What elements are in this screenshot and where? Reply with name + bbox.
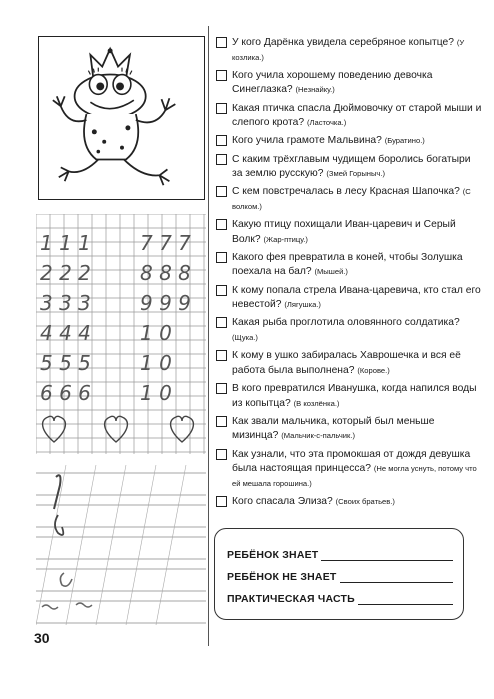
question-answer: (С волком.) [232, 187, 471, 211]
frog-drawing [39, 37, 204, 199]
practice-digits-left: 4 4 4 [40, 321, 91, 345]
question-answer: (В козлёнка.) [293, 398, 340, 408]
question-checkbox[interactable] [216, 285, 227, 296]
question-answer: (Ласточка.) [306, 118, 347, 128]
question-text: Кого учила хорошему поведению девочка Синеглазка? [232, 69, 433, 96]
column-divider [208, 26, 209, 646]
question-answer: (Щука.) [232, 333, 258, 343]
question-checkbox[interactable] [216, 154, 227, 165]
question-item [214, 251, 482, 280]
grid-svg [36, 214, 206, 454]
result-not-knows-row [227, 561, 453, 583]
result-practical-label: ПРАКТИЧЕСКАЯ ЧАСТЬ [227, 593, 355, 605]
question-answer: (Жар-птицу.) [263, 234, 308, 244]
question-text: У кого Дарёнка увидела серебряное копытце? [232, 37, 454, 48]
question-checkbox[interactable] [216, 103, 227, 114]
result-knows-line[interactable] [321, 550, 453, 561]
result-practical-line[interactable] [358, 594, 453, 605]
question-text: Какая птичка спасла Дюймовочку от старой мыши и слепого крота? [232, 102, 482, 129]
question-checkbox[interactable] [216, 416, 227, 427]
question-text: Кого учила грамоте Мальвина? [232, 135, 382, 147]
question-checkbox[interactable] [216, 496, 227, 507]
practice-digits-left: 6 6 6 [40, 381, 91, 405]
practice-digits-right: 1 0 [140, 351, 172, 375]
practice-digits-left: 5 5 5 [40, 351, 91, 375]
question-checkbox[interactable] [216, 383, 227, 394]
question-item [214, 102, 482, 131]
question-checklist [214, 36, 482, 513]
result-not-knows-line[interactable] [340, 572, 453, 583]
question-text: Какую птицу похищали Иван-царевич и Серый Волк? [232, 219, 456, 245]
question-text: В кого превратился Иванушка, когда напился воды из копытца? [232, 383, 477, 409]
result-knows-row [227, 539, 453, 561]
practice-digits-left: 3 3 3 [40, 291, 91, 315]
question-answer: (Корове.) [357, 365, 390, 375]
question-answer: (Буратино.) [384, 136, 425, 146]
question-item [214, 218, 482, 247]
question-item [214, 69, 482, 98]
result-practical-row [227, 583, 453, 605]
question-checkbox[interactable] [216, 219, 227, 230]
question-checkbox[interactable] [216, 252, 227, 263]
page-number: 30 [34, 630, 50, 646]
question-item [214, 134, 482, 149]
question-item [214, 153, 482, 182]
question-checkbox[interactable] [216, 186, 227, 197]
question-item [214, 349, 482, 378]
question-item [214, 36, 482, 65]
question-item [214, 448, 482, 492]
question-text: С кем повстречалась в лесу Красная Шапочка? [232, 186, 460, 198]
question-answer: (Лягушка.) [284, 300, 321, 310]
question-answer: (Своих братьев.) [335, 496, 395, 506]
question-text: С каким трёхглавым чудищем боролись богатыри за землю русскую? [232, 153, 471, 180]
cursive-practice-lines [36, 465, 206, 625]
question-text: Как узнали, что эта промокшая от дождя девушка была настоящая принцесса? [232, 448, 471, 475]
question-item [214, 284, 482, 313]
question-checkbox[interactable] [216, 317, 227, 328]
question-checkbox[interactable] [216, 37, 227, 48]
practice-digits-right: 8 8 8 [140, 261, 191, 285]
question-item [214, 316, 482, 345]
question-answer: (Незнайку.) [295, 85, 335, 95]
question-item [214, 495, 482, 510]
number-practice-grid [36, 214, 206, 454]
frog-illustration [38, 36, 205, 200]
practice-digits-right: 1 0 [140, 321, 172, 345]
question-answer: (У козлика.) [232, 38, 465, 62]
question-checkbox[interactable] [216, 350, 227, 361]
question-text: Как звали мальчика, который был меньше мизинца? [232, 415, 435, 442]
result-knows-label: РЕБЁНОК ЗНАЕТ [227, 549, 319, 561]
result-not-knows-label: РЕБЁНОК НЕ ЗНАЕТ [227, 571, 337, 583]
question-text: Какая рыба проглотила оловянного солдатика? [232, 317, 460, 329]
question-checkbox[interactable] [216, 449, 227, 460]
question-item [214, 415, 482, 444]
question-text: К кому попала стрела Ивана-царевича, кто стал его невестой? [232, 284, 481, 311]
question-item [214, 382, 482, 411]
question-answer: (Мышей.) [314, 267, 348, 277]
question-answer: (Мальчик-с-пальчик.) [281, 431, 356, 441]
practice-digits-right: 7 7 7 [140, 231, 191, 255]
question-item [214, 185, 482, 214]
question-checkbox[interactable] [216, 135, 227, 146]
question-text: Какого фея превратила в коней, чтобы Золушка поехала на бал? [232, 251, 463, 278]
question-checkbox[interactable] [216, 70, 227, 81]
practice-digits-left: 2 2 2 [40, 261, 91, 285]
results-box [214, 528, 464, 620]
question-answer: (Змей Горыныч.) [326, 169, 386, 179]
practice-digits-left: 1 1 1 [40, 231, 91, 255]
question-text: Кого спасала Элиза? [232, 495, 333, 507]
practice-digits-right: 1 0 [140, 381, 172, 405]
question-text: К кому в ушко забиралась Хаврошечка и вся её работа была выполнена? [232, 350, 461, 376]
practice-digits-right: 9 9 9 [140, 291, 191, 315]
question-answer: (Не могла уснуть, потому что ей мешала горошина.) [232, 464, 477, 488]
